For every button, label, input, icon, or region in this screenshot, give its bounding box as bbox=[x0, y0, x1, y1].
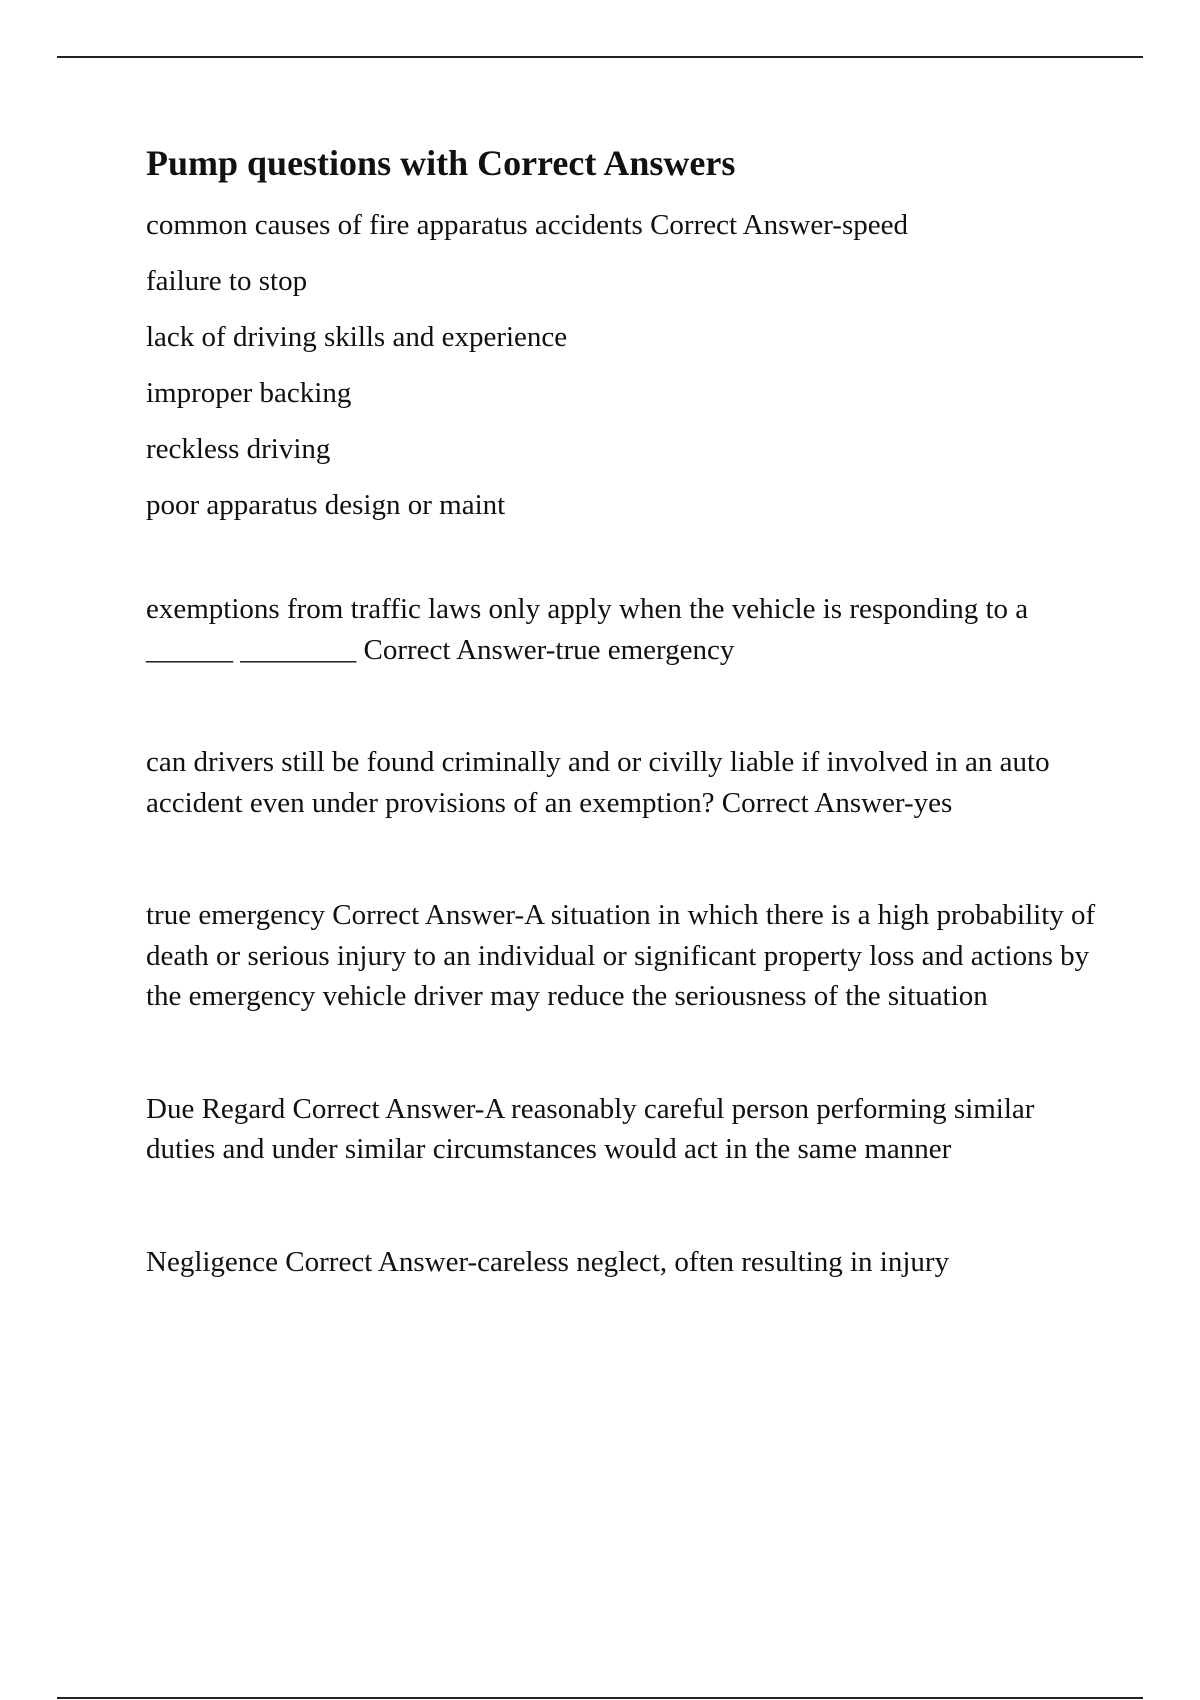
qa-item-negligence: Negligence Correct Answer-careless neglect, often resulting in injury bbox=[146, 1245, 950, 1278]
bottom-rule bbox=[57, 1697, 1143, 1699]
qa-line: reckless driving bbox=[146, 433, 331, 466]
document-body bbox=[146, 142, 1096, 1282]
qa-line: improper backing bbox=[146, 377, 352, 410]
qa-item-due-regard: Due Regard Correct Answer-A reasonably careful person performing similar duties and under similar circumstances would act in the same manner bbox=[146, 1092, 1035, 1166]
qa-line: failure to stop bbox=[146, 265, 308, 298]
qa-item-fire-apparatus-accidents bbox=[146, 205, 1096, 525]
qa-line: lack of driving skills and experience bbox=[146, 321, 568, 354]
qa-item-liability: can drivers still be found criminally and or civilly liable if involved in an auto accident even under provisions of an exemption? Correct Answer-yes bbox=[146, 746, 1050, 819]
qa-line: common causes of fire apparatus accidents Correct Answer-speed bbox=[146, 209, 908, 242]
qa-item-true-emergency: true emergency Correct Answer-A situation in which there is a high probability of death or serious injury to an individual or significant property loss and actions by the emergency vehicle driver may reduce the seriousness of the situation bbox=[146, 899, 1096, 1013]
page-title: Pump questions with Correct Answers bbox=[146, 143, 736, 183]
top-rule bbox=[57, 56, 1143, 58]
qa-item-exemptions: exemptions from traffic laws only apply when the vehicle is responding to a ______ ________ Correct Answer-true emergency bbox=[146, 593, 1029, 666]
qa-line: poor apparatus design or maint bbox=[146, 489, 506, 522]
